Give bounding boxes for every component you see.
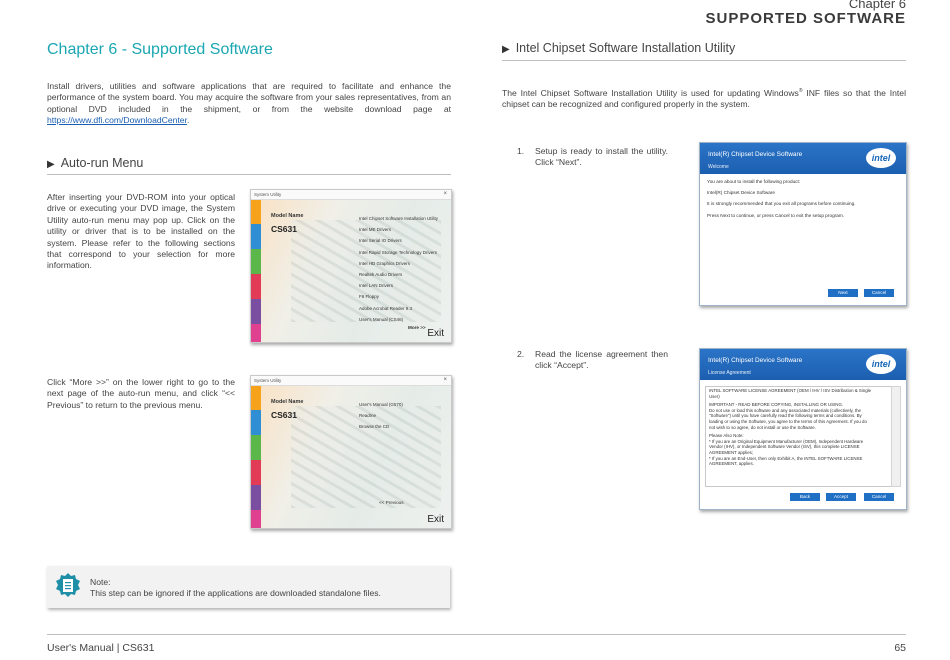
intel-logo-icon: intel [866,148,896,168]
menu-body [261,200,451,342]
chipset-intro [502,86,906,111]
license-line: loading or using the Software, you agree to the terms of this Agreement. If you do [709,418,867,424]
license-line: IMPORTANT - READ BEFORE COPYING, INSTALLING OR USING. [709,402,844,408]
purple-strip [251,485,261,510]
menu-item[interactable]: User's Manual (G570) [359,402,403,407]
window-title: System Utility [254,192,282,197]
close-icon[interactable]: × [443,377,447,383]
section-divider [502,60,906,61]
orange-strip [251,386,261,410]
red-strip [251,460,261,485]
license-text-box[interactable] [705,386,892,487]
orange-strip [251,200,261,224]
license-line: INTEL SOFTWARE LICENSE AGREEMENT (OEM / IHV / ISV Distribution & Single [709,388,872,393]
registered-mark: ® [798,88,803,94]
menu-item[interactable]: Intel Chipset Software Installation Utility [359,216,439,221]
system-utility-window [250,189,452,343]
intro-end: . [186,115,190,126]
pink-strip [251,324,261,343]
menu-item[interactable]: Intel LAN Drivers [359,283,394,289]
installer-line: It is strongly recommended that you exit all programs before continuing. [707,201,856,206]
license-line: AGREEMENT applies; [709,449,754,455]
header-chapter: Chapter 6 [848,0,906,11]
window-titlebar [251,190,451,200]
license-line: * If you are an End-User, then only Exhibit A, the INTEL SOFTWARE LICENSE [709,455,863,461]
menu-item[interactable]: Adobe Acrobat Reader 9.3 [359,305,413,311]
menu-body [261,386,451,528]
autorun-heading [47,156,143,170]
driver-list [359,402,403,436]
more-paragraph: Click “More >>” on the lower right to go to the next page of the auto-run menu, and click “<< Previous” to return to the previous menu. [47,377,235,410]
installer-subtitle: Welcome [708,164,729,170]
installer-welcome-window [699,142,907,306]
header-title: SUPPORTED SOFTWARE [705,10,906,27]
step1-text: Setup is ready to install the utility. Click “Next”. [535,146,668,167]
license-line: User) [709,393,720,399]
window-titlebar [251,376,451,386]
green-strip [251,249,261,274]
chipset-heading-text: Intel Chipset Software Installation Utility [515,41,736,55]
triangle-bullet-icon: ▶ [502,44,510,55]
exit-button[interactable]: Exit [427,514,444,525]
license-line: * If you are an Original Equipment Manufacturer (OEM), Independent Hardware [709,438,864,444]
installer-title: Intel(R) Chipset Device Software [708,151,803,158]
license-scrollbar[interactable] [891,386,901,487]
license-line: Do not use or load this software and any associated materials (collectively, the [709,407,861,413]
intel-logo-icon: intel [866,354,896,374]
license-line: not wish to so agree, do not install or use the Software. [709,424,816,430]
page-title: Chapter 6 - Supported Software [47,41,273,58]
pink-strip [251,510,261,529]
footer-manual: User's Manual | CS631 [47,642,155,654]
previous-button[interactable]: << Previous [379,500,404,505]
step2-number: 2. [517,349,525,359]
download-center-link[interactable]: https://www.dfi.com/DownloadCenter [47,115,187,126]
license-line: "Software") until you have carefully read the following terms and conditions. By [709,413,862,419]
green-strip [251,435,261,460]
installer-line: Intel(R) Chipset Device Software [707,190,775,195]
model-label: Model Name [271,213,304,219]
next-button[interactable]: Next [828,289,858,297]
installer-line: Press Next to continue, or press Cancel to exit the setup program. [707,213,845,218]
menu-item[interactable]: Readme [359,413,377,419]
model-name: CS631 [271,410,297,420]
installer-license-window [699,348,907,510]
more-button[interactable]: More >> [408,325,426,330]
license-line: Vendor (IHV), or Independent Software Vendor (ISV), this complete LICENSE [709,444,860,450]
menu-item[interactable]: Browse the CD [359,424,390,430]
purple-strip [251,299,261,324]
driver-list [359,216,438,328]
color-strips [251,386,261,528]
installer-title: Intel(R) Chipset Device Software [708,357,803,364]
exit-button[interactable]: Exit [427,328,444,339]
window-title: System Utility [254,378,282,383]
chipset-intro-b: INF files so that the Intel chipset can be recognized and configured properly in the system. [502,87,906,110]
installer-subtitle: License Agreement [708,370,751,376]
cancel-button[interactable]: Cancel [864,493,894,501]
blue-strip [251,224,261,249]
step1-number: 1. [517,146,525,156]
accept-button[interactable]: Accept [826,493,856,501]
menu-item[interactable]: Intel Serial IO Drivers [359,238,402,244]
intro-paragraph [47,81,451,127]
license-text [709,388,871,467]
cancel-button[interactable]: Cancel [864,289,894,297]
installer-header [700,143,906,174]
chipset-intro-a: The Intel Chipset Software Installation Utility is used for updating Windows [502,87,799,98]
license-line: Please Also Note: [709,433,744,439]
menu-item[interactable]: Intel HD Graphics Drivers [359,260,411,266]
autorun-paragraph: After inserting your DVD-ROM into your optical drive or executing your DVD image, the System Utility auto-run menu may pop up. Click on the utility or driver that is to be installed on the system. Please refer to the following sections that correspond to your selection for more information. [47,192,235,271]
installer-line: You are about to install the following product: [707,179,801,184]
section-divider [47,174,451,175]
system-utility-window-page2 [250,375,452,529]
color-strips [251,200,261,342]
model-label: Model Name [271,399,304,405]
triangle-bullet-icon: ▶ [47,159,55,170]
intro-text: Install drivers, utilities and software applications that are required to facilitate and enhance the performance of the system board. You may acquire the software from your sales representatives, from an optional DVD included in the shipment, or from the website download page at [47,81,451,114]
red-strip [251,274,261,299]
note-text: This step can be ignored if the applications are downloaded standalone files. [90,588,381,598]
menu-item[interactable]: F6 Floppy [359,294,380,300]
installer-header [700,349,906,380]
back-button[interactable]: Back [790,493,820,501]
chipset-heading [502,41,735,55]
note-label: Note: [90,577,111,587]
page-number: 65 [894,642,906,654]
footer-divider [47,634,906,635]
license-line: AGREEMENT, applies. [709,461,754,467]
step2-text: Read the license agreement then click “Accept”. [535,349,668,370]
close-icon[interactable]: × [443,191,447,197]
model-name: CS631 [271,224,297,234]
note-icon [55,573,81,601]
menu-item[interactable]: Intel Rapid Storage Technology Drivers [359,249,437,255]
menu-item[interactable]: Realtek Audio Drivers [359,271,403,277]
menu-item[interactable]: Intel ME Drivers [359,227,392,233]
blue-strip [251,410,261,435]
autorun-heading-text: Auto-run Menu [60,156,144,170]
menu-item[interactable]: User's Manual (CS46) [359,316,404,322]
note-box [47,566,450,608]
